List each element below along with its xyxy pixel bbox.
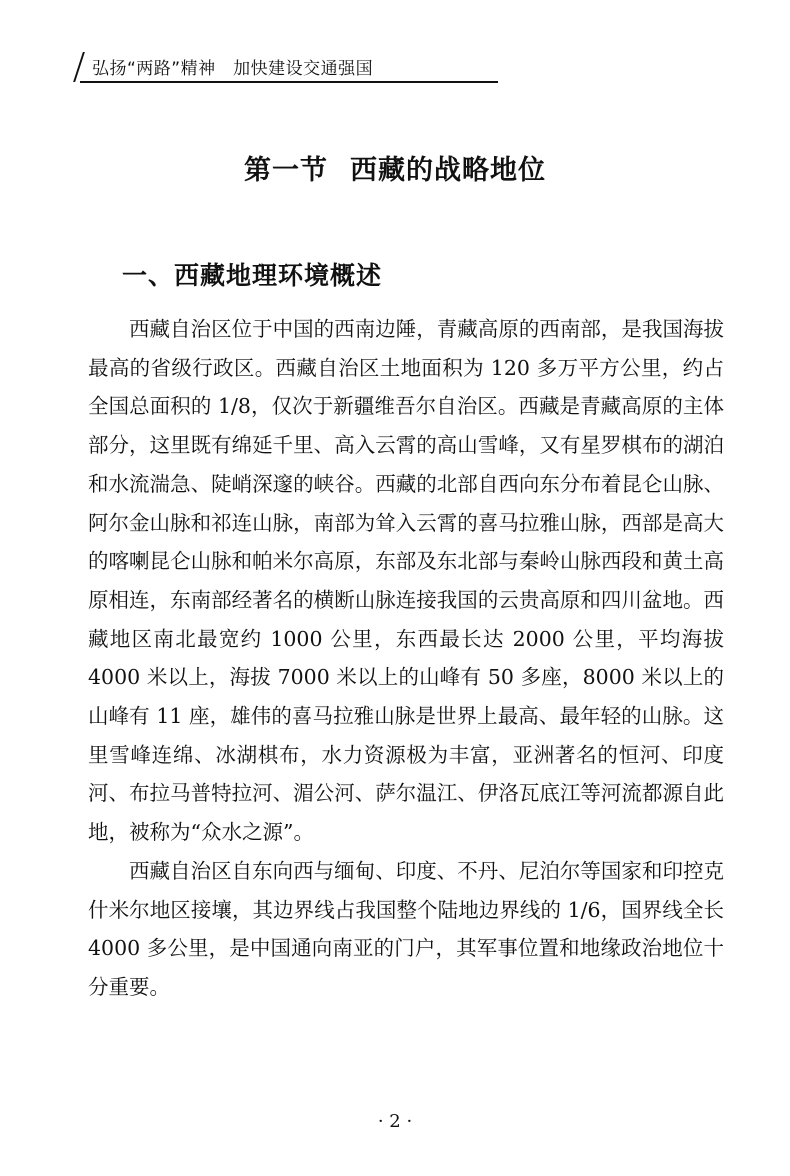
section-title-text: 西藏的战略地位 [350, 155, 546, 186]
running-head-slash [73, 52, 85, 82]
body-text [88, 310, 724, 1007]
page-number: · 2 · [377, 1111, 413, 1132]
paragraph: 西藏自治区位于中国的西南边陲，青藏高原的西南部，是我国海拔最高的省级行政区。西藏自治区土地面积为 120 多万平方公里，约占全国总面积的 1/8，仅次于新疆维吾尔自治区。西藏是青藏高原的主体部分，这里既有绵延千里、高入云霄的高山雪峰，又有星罗棋布的湖泊和水流湍急、陡峭深邃的峡谷。西藏的北部自西向东分布着昆仑山脉、阿尔金山脉和祁连山脉，南部为耸入云霄的喜马拉雅山脉，西部是高大的喀喇昆仑山脉和帕米尔高原，东部及东北部与秦岭山脉西段和黄土高原相连，东南部经著名的横断山脉连接我国的云贵高原和四川盆地。西藏地区南北最宽约 1000 公里，东西最长达 2000 公里，平均海拔 4000 米以上，海拔 7000 米以上的山峰有 50 多座，8000 米以上的山峰有 11 座，雄伟的喜马拉雅山脉是世界上最高、最年轻的山脉。这里雪峰连绵、冰湖棋布，水力资源极为丰富，亚洲著名的恒河、印度河、布拉马普特拉河、湄公河、萨尔温江、伊洛瓦底江等河流都源自此地，被称为“众水之源”。 [88, 317, 724, 845]
subsection-title: 一、西藏地理环境概述 [122, 261, 383, 290]
running-head-rule [80, 81, 498, 83]
running-head [78, 44, 498, 84]
paragraph: 西藏自治区自东向西与缅甸、印度、不丹、尼泊尔等国家和印控克什米尔地区接壤，其边界线占我国整个陆地边界线的 1/6，国界线全长 4000 多公里，是中国通向南亚的门户，其军事位置和地缘政治地位十分重要。 [88, 858, 724, 999]
section-title [0, 148, 790, 187]
section-number: 第一节 [244, 155, 328, 186]
running-head-text: 弘扬“两路”精神 加快建设交通强国 [92, 59, 374, 79]
